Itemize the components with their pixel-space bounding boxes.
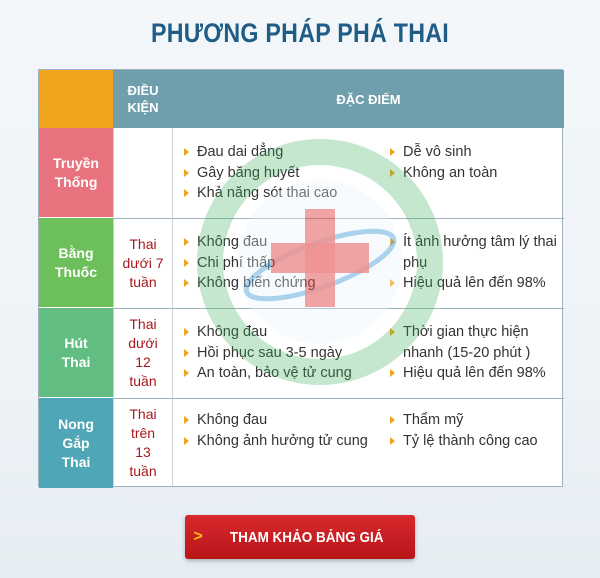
chevron-right-icon: >	[193, 528, 203, 545]
method-name-1: Truyền Thống	[39, 128, 113, 218]
feature-item: Hiệu quả lên đến 98%	[387, 363, 559, 384]
feature-list-left-1	[181, 142, 381, 204]
method-name-4: Nong Gắp Thai	[39, 398, 113, 488]
feature-item: Ít ảnh hưởng tâm lý thai phụ	[387, 232, 559, 273]
feature-list-right-4	[387, 410, 559, 451]
method-features-2	[173, 218, 564, 308]
feature-list-right-3	[387, 322, 559, 384]
page-title: PHƯƠNG PHÁP PHÁ THAI	[151, 18, 449, 48]
comparison-table	[38, 69, 563, 487]
feature-item: Thẩm mỹ	[387, 410, 559, 431]
feature-list-left-3	[181, 322, 381, 384]
feature-item: Chi phí thấp	[181, 253, 381, 274]
method-features-4	[173, 398, 564, 488]
feature-item: Hồi phục sau 3-5 ngày	[181, 343, 381, 364]
feature-item: Không đau	[181, 322, 381, 343]
price-reference-button[interactable]	[185, 515, 415, 559]
method-condition-1	[113, 128, 173, 218]
feature-item: Hiệu quả lên đến 98%	[387, 273, 559, 294]
feature-list-left-2	[181, 232, 381, 294]
feature-item: Tỷ lệ thành công cao	[387, 431, 559, 452]
feature-item: Không đau	[181, 232, 381, 253]
feature-item: Không ảnh hưởng tử cung	[181, 431, 381, 452]
header-corner-cell	[39, 70, 113, 128]
header-condition: ĐIỀU KIỆN	[113, 70, 173, 128]
feature-list-right-2	[387, 232, 559, 294]
feature-item: Gây băng huyết	[181, 163, 381, 184]
feature-item: Không an toàn	[387, 163, 559, 184]
feature-item: An toàn, bảo vệ tử cung	[181, 363, 381, 384]
method-name-3: Hút Thai	[39, 308, 113, 398]
method-features-1	[173, 128, 564, 218]
feature-item: Dễ vô sinh	[387, 142, 559, 163]
feature-list-left-4	[181, 410, 381, 451]
method-features-3	[173, 308, 564, 398]
feature-item: Khả năng sót thai cao	[181, 183, 381, 204]
feature-item: Thời gian thực hiện nhanh (15-20 phút )	[387, 322, 559, 363]
feature-list-right-1	[387, 142, 559, 183]
method-name-2: Bằng Thuốc	[39, 218, 113, 308]
header-features: ĐẶC ĐIỂM	[173, 70, 564, 128]
feature-item: Đau dai dẳng	[181, 142, 381, 163]
price-reference-label: THAM KHẢO BẢNG GIÁ	[229, 528, 384, 546]
feature-item: Không biến chứng	[181, 273, 381, 294]
method-condition-3: Thai dưới 12 tuần	[113, 308, 173, 398]
method-condition-2: Thai dưới 7 tuần	[113, 218, 173, 308]
method-condition-4: Thai trên 13 tuần	[113, 398, 173, 488]
feature-item: Không đau	[181, 410, 381, 431]
